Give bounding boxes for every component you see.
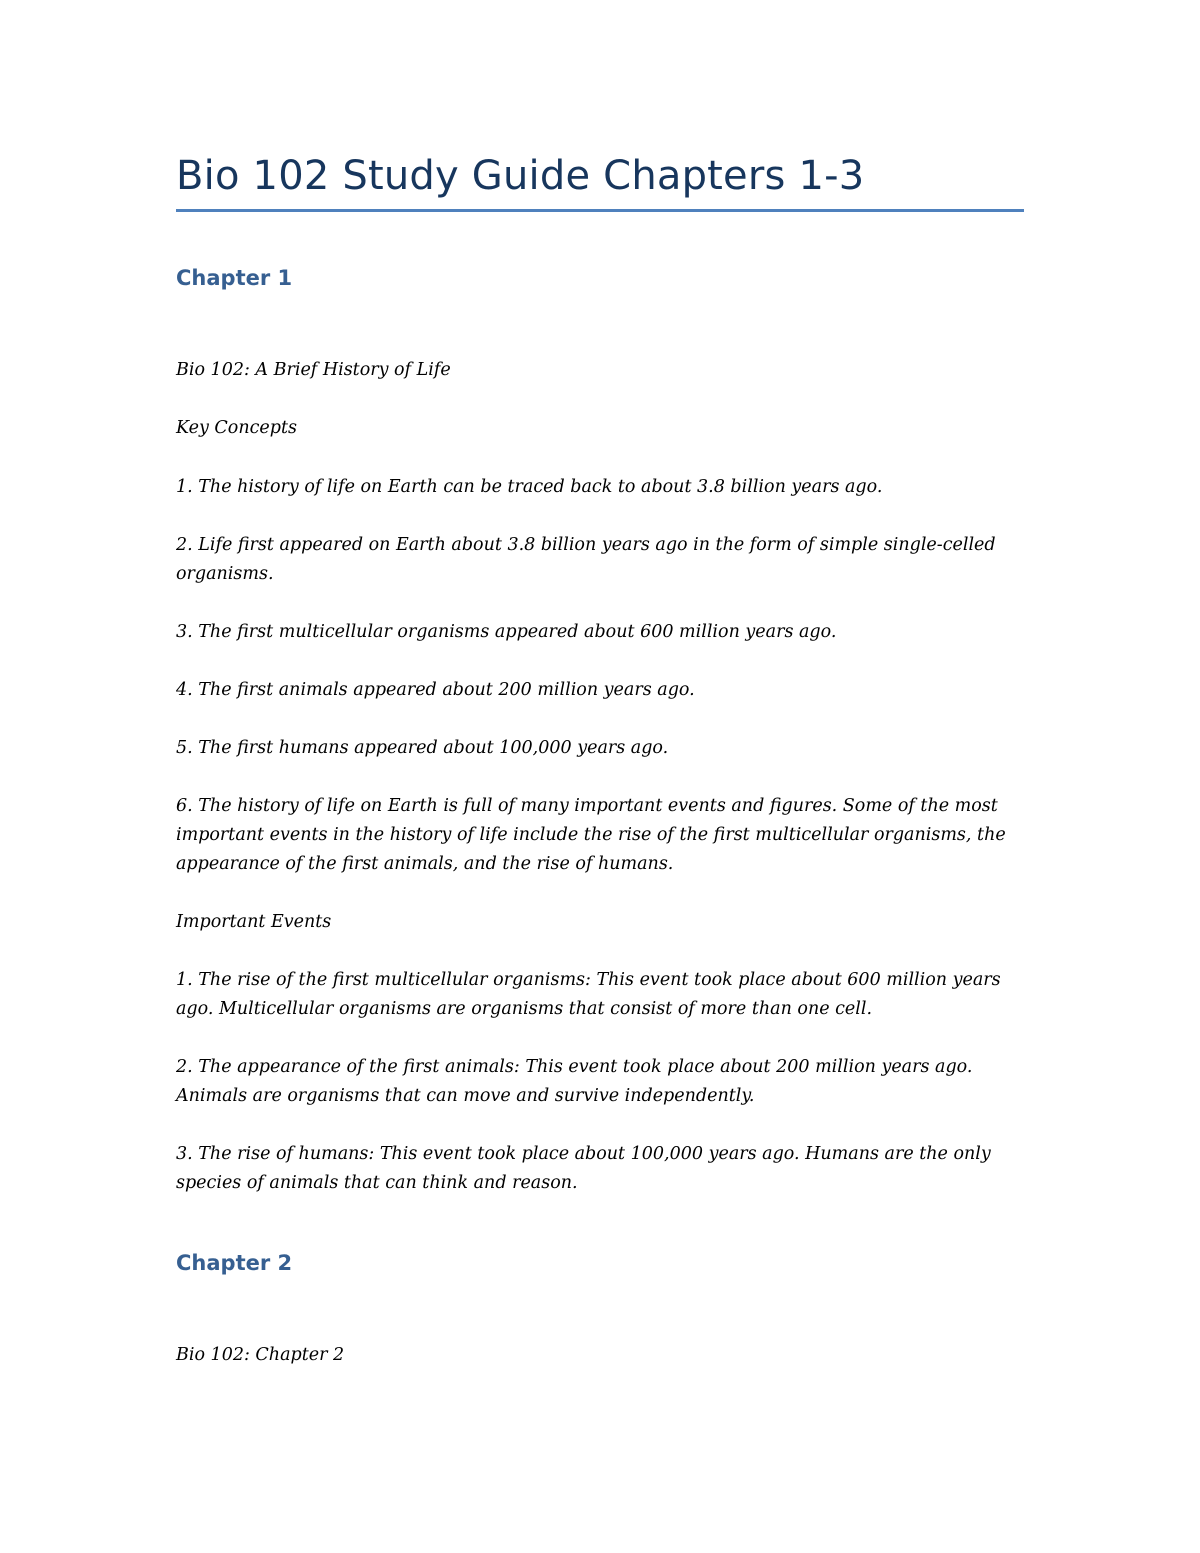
key-concepts-label: Key Concepts [176,418,297,438]
key-concept-2-line-2: organisms. [176,564,274,584]
important-event-1-line-1: 1. The rise of the first multicellular organisms: This event took place about 600 million years [176,970,1001,990]
chapter-2-subtitle: Bio 102: Chapter 2 [176,1345,345,1365]
important-event-2-line-2: Animals are organisms that can move and survive independently. [176,1086,755,1106]
title-underline-rule [176,209,1024,212]
chapter-1-subtitle: Bio 102: A Brief History of Life [176,360,451,380]
important-event-1-line-2: ago. Multicellular organisms are organisms that consist of more than one cell. [176,999,873,1019]
important-event-3-line-1: 3. The rise of humans: This event took place about 100,000 years ago. Humans are the only [176,1144,991,1164]
chapter-1-heading: Chapter 1 [176,266,293,290]
key-concept-6-line-3: appearance of the first animals, and the rise of humans. [176,854,674,874]
important-event-3-line-2: species of animals that can think and reason. [176,1173,578,1193]
key-concept-1-line-1: 1. The history of life on Earth can be traced back to about 3.8 billion years ago. [176,477,883,497]
key-concept-6-line-1: 6. The history of life on Earth is full of many important events and figures. Some of the most [176,796,998,816]
key-concept-3-line-1: 3. The first multicellular organisms appeared about 600 million years ago. [176,622,837,642]
chapter-2-heading: Chapter 2 [176,1251,293,1275]
key-concept-2-line-1: 2. Life first appeared on Earth about 3.8 billion years ago in the form of simple single-celled [176,535,996,555]
key-concept-4-line-1: 4. The first animals appeared about 200 million years ago. [176,680,695,700]
document-title: Bio 102 Study Guide Chapters 1-3 [176,153,865,199]
important-event-2-line-1: 2. The appearance of the first animals: This event took place about 200 million years ago. [176,1057,973,1077]
important-events-label: Important Events [176,912,332,932]
key-concept-5-line-1: 5. The first humans appeared about 100,000 years ago. [176,738,669,758]
key-concept-6-line-2: important events in the history of life include the rise of the first multicellular organisms, the [176,825,1006,845]
